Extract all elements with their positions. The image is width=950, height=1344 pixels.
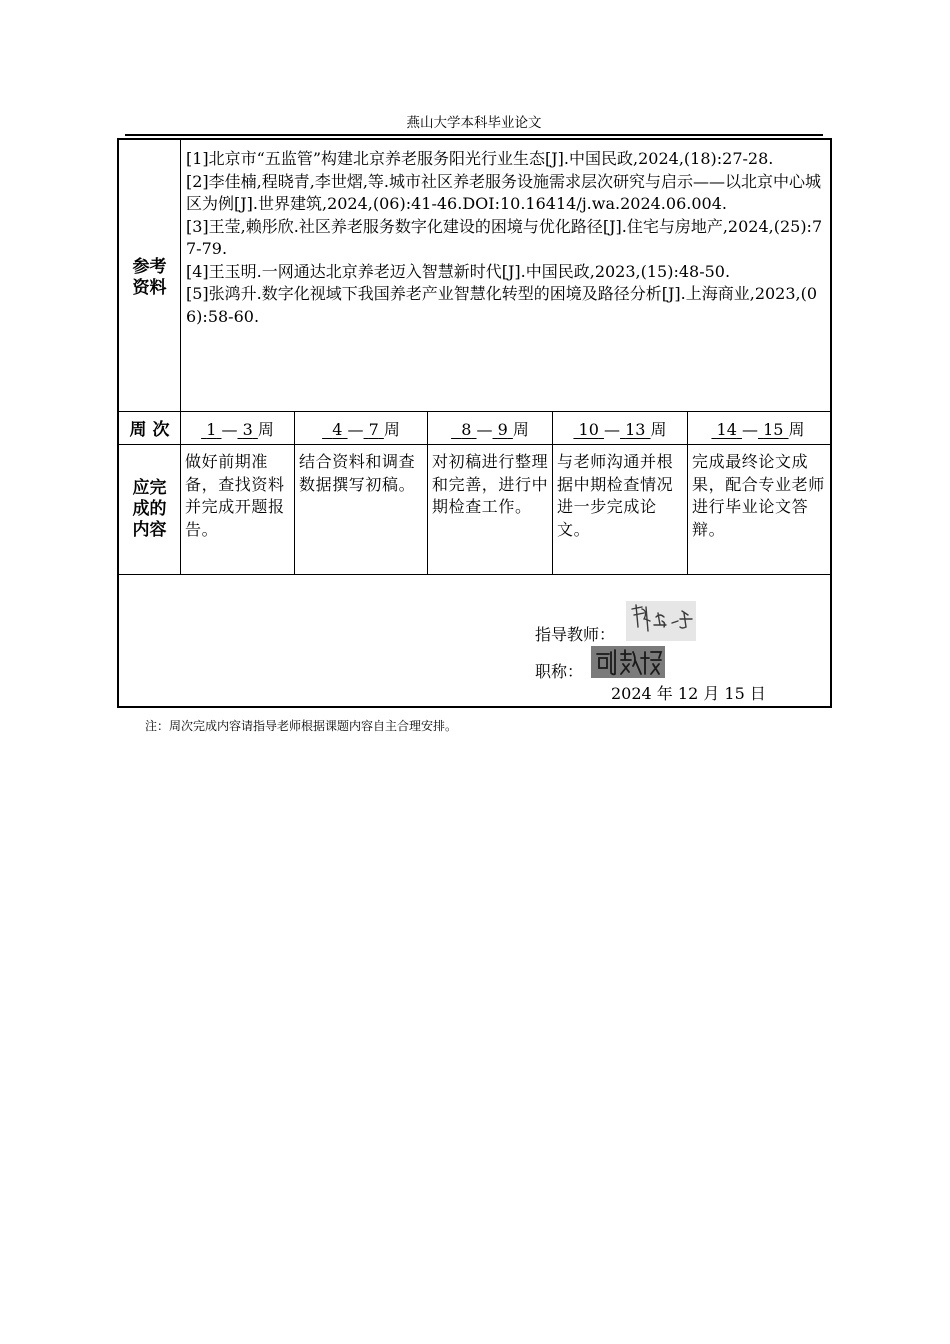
task-cell-5: 完成最终论文成果，配合专业老师进行毕业论文答辩。 xyxy=(692,452,825,539)
week-range-5: 14 — 15 周 xyxy=(716,420,805,439)
advisor-signature-image xyxy=(626,601,696,641)
title-stamp-image xyxy=(591,646,665,678)
table-divider-label-column-refs xyxy=(180,139,181,411)
table-divider-tasks xyxy=(118,574,830,575)
task-cell-1: 做好前期准备，查找资料并完成开题报告。 xyxy=(185,452,285,539)
task-cell-3: 对初稿进行整理和完善，进行中期检查工作。 xyxy=(432,452,549,516)
signature-date: 2024 年 12 月 15 日 xyxy=(611,684,766,703)
references-label: 参考 资料 xyxy=(132,257,167,298)
reference-item: [5]张鸿升.数字化视域下我国养老产业智慧化转型的困境及路径分析[J].上海商业,2023,(06):58-60. xyxy=(186,284,818,326)
table-divider-references xyxy=(118,411,830,412)
week-range-1: 1 — 3 周 xyxy=(206,420,274,439)
page-header-title: 燕山大学本科毕业论文 xyxy=(406,115,542,131)
week-range-3: 8 — 9 周 xyxy=(461,420,529,439)
advisor-label: 指导教师： xyxy=(535,625,616,644)
reference-item: [2]李佳楠,程晓青,李世熠,等.城市社区养老服务设施需求层次研究与启示——以北京中心城区为例[J].世界建筑,2024,(06):41-46.DOI:10.16414/j.wa.2024.06.004. xyxy=(186,171,822,213)
reference-item: [3]王莹,赖彤欣.社区养老服务数字化建设的困境与优化路径[J].住宅与房地产,2024,(25):77-79. xyxy=(186,216,823,258)
week-range-2: 4 — 7 周 xyxy=(332,420,400,439)
header-rule xyxy=(125,134,823,136)
tasks-label: 应完 成的 内容 xyxy=(132,478,167,540)
reference-item: [1]北京市“五监管”构建北京养老服务阳光行业生态[J].中国民政,2024,(18):27-28. xyxy=(186,149,774,168)
title-label: 职称： xyxy=(535,662,584,681)
references-list xyxy=(186,148,828,328)
footnote: 注：周次完成内容请指导老师根据课题内容自主合理安排。 xyxy=(145,719,458,733)
reference-item: [4]王玉明.一网通达北京养老迈入智慧新时代[J].中国民政,2023,(15):48-50. xyxy=(186,261,731,281)
task-cell-2: 结合资料和调查数据撰写初稿。 xyxy=(299,452,416,494)
week-range-4: 10 — 13 周 xyxy=(578,420,667,439)
task-cell-4: 与老师沟通并根据中期检查情况进一步完成论文。 xyxy=(557,452,674,539)
week-label: 周 次 xyxy=(129,420,170,440)
table-divider-weeks xyxy=(118,444,830,445)
